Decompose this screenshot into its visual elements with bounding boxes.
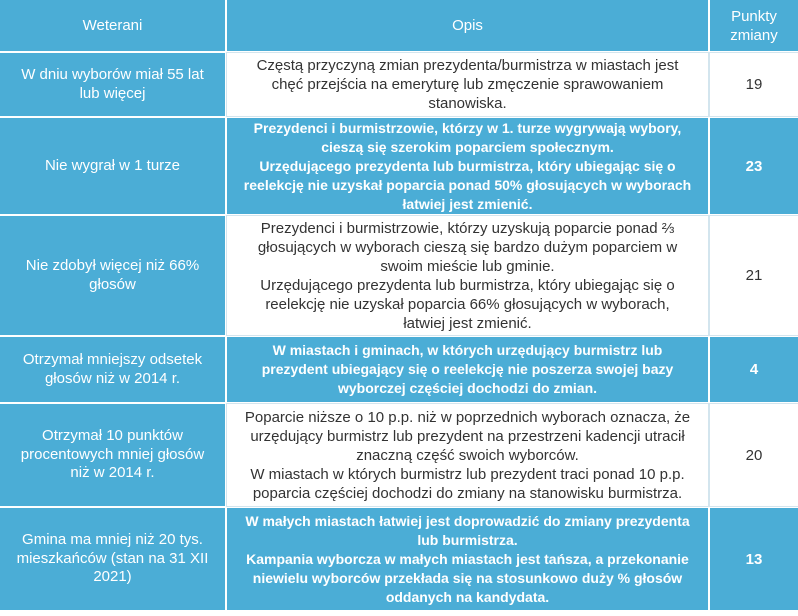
description-cell [227,118,708,214]
points-cell: 19 [710,53,798,116]
description-line: niewielu wyborców przekłada się na stosunkowo duży % głosów [252,569,683,586]
criterion-line: lub więcej [79,84,146,102]
description-line: poparcia częściej dochodzi do zmiany na stanowisku burmistrza. [252,484,683,502]
description-line: cieszą się szerokim poparciem społecznym. [321,138,614,155]
description-line: swoim mieście lub gminie. [380,257,555,275]
criterion-cell [0,508,225,610]
description-line: głosujących w wyborach cieszą się bardzo dużym poparciem w [257,238,678,256]
description-line: reelekcję nie uzyskał poparcia ponad 50% głosujących w wyborach [243,176,692,193]
criterion-line: niż w 2014 r. [70,464,155,482]
description-line: chęć przejścia na emeryturę lub zmęczenie sprawowaniem [271,76,664,93]
criterion-line: Nie zdobył więcej niż 66% [25,257,200,274]
description-line: urzędujący burmistrz lub prezydent na przestrzeni kadencji utracił [250,427,685,445]
criterion-line: 2021) [93,568,132,586]
criterion-cell [0,118,225,214]
table-header-description [227,0,708,51]
description-cell [227,337,708,402]
criterion-line: Otrzymał mniejszy odsetek [22,351,203,368]
table-header-criterion [0,0,225,51]
description-line: Prezydenci i burmistrzowie, którzy uzyskują poparcie ponad ⅔ [260,219,675,237]
description-line: oddanych na kandydata. [385,588,550,605]
header-label: Opis [452,17,483,34]
description-line: W miastach i gminach, w których urzędujący burmistrz lub [272,342,663,358]
header-label: zmiany [730,26,778,44]
description-line: łatwiej jest zmienić. [402,195,533,212]
description-line: lub burmistrza. [417,531,518,548]
criterion-cell [0,404,225,506]
points-cell: 4 [710,337,798,402]
header-label: Punkty [731,7,777,25]
description-line: stanowiska. [428,95,507,112]
description-line: reelekcję nie uzyskał poparcia 66% głosujących w wyborach, [265,295,670,313]
criterion-cell [0,216,225,335]
description-line: wyborczej częściej dochodzi do zmian. [337,380,598,396]
criterion-cell [0,337,225,402]
points-cell: 21 [710,216,798,335]
criterion-line: W dniu wyborów miał 55 lat [21,66,204,83]
description-line: Kampania wyborcza w małych miastach jest tańsza, a przekonanie [246,550,689,567]
description-cell [227,216,708,335]
description-line: Urzędującego prezydenta lub burmistrza, który ubiegając się o [259,157,676,174]
description-cell [227,404,708,506]
description-line: Poparcie niższe o 10 p.p. niż w poprzednich wyborach oznacza, że [244,408,691,426]
table-header-points [710,0,798,51]
description-line: Prezydenci i burmistrzowie, którzy w 1. turze wygrywają wybory, [253,119,682,136]
criterion-line: procentowych mniej głosów [20,445,205,463]
description-line: prezydent ubiegający się o reelekcję nie poszerza swojej bazy [261,361,674,377]
header-label: Weterani [82,17,143,34]
points-cell: 13 [710,508,798,610]
description-cell [227,508,708,610]
criterion-cell [0,53,225,116]
criterion-line: głosów [89,275,136,293]
points-cell: 23 [710,118,798,214]
criterion-line: mieszkańców (stan na 31 XII [16,549,209,567]
points-cell: 20 [710,404,798,506]
criterion-line: Nie wygrał w 1 turze [44,156,181,174]
description-line: znaczną część swoich wyborców. [356,446,579,464]
description-line: Urzędującego prezydenta lub burmistrza, który ubiegając się o [260,276,675,294]
description-cell [227,53,708,116]
description-line: W małych miastach łatwiej jest doprowadzić do zmiany prezydenta [245,512,690,529]
criterion-line: Otrzymał 10 punktów [42,427,183,445]
description-line: Częstą przyczyną zmian prezydenta/burmistrza w miastach jest [256,57,679,74]
criterion-line: głosów niż w 2014 r. [44,369,181,387]
description-line: W miastach w których burmistrz lub prezydent traci ponad 10 p.p. [250,465,685,483]
description-line: łatwiej jest zmienić. [403,314,532,332]
criterion-line: Gmina ma mniej niż 20 tys. [22,531,203,549]
